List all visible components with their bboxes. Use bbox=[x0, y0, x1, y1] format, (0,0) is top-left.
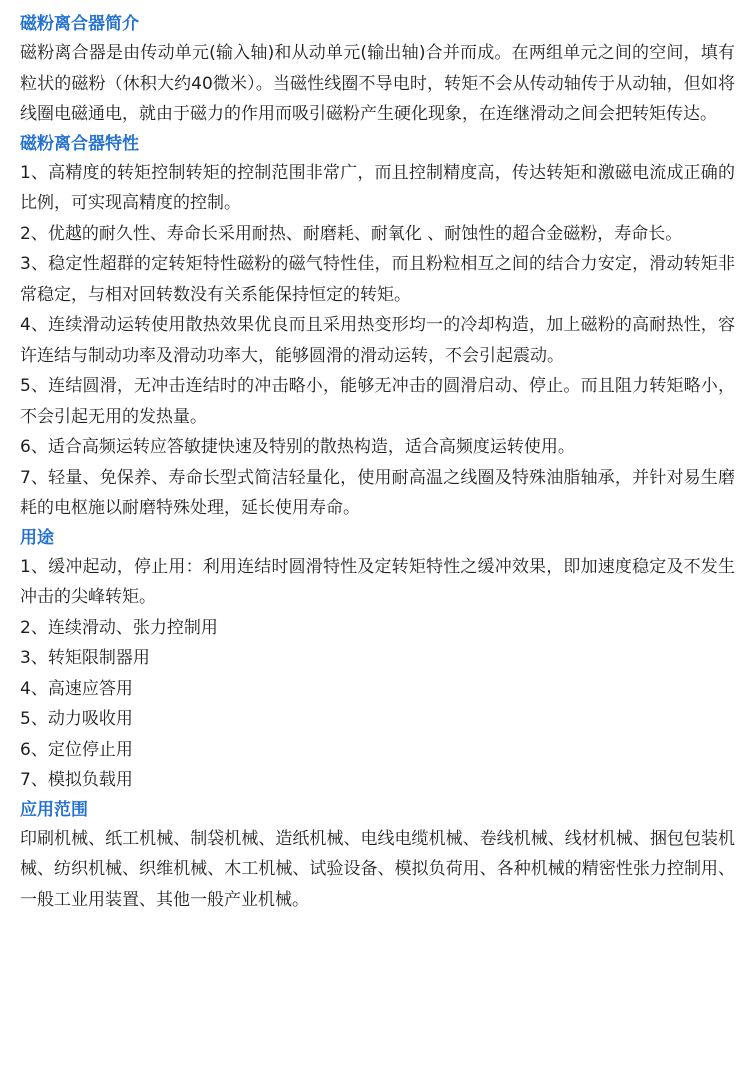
applications-paragraph: 印刷机械、纸工机械、制袋机械、造纸机械、电线电缆机械、卷线机械、线材机械、捆包包装机械、纺织机械、织维机械、木工机械、试验设备、模拟负荷用、各种机械的精密性张力控制用、一般工业用装置、其他一般产业机械。 bbox=[20, 828, 735, 910]
use-item-4: 4、高速应答用 bbox=[20, 678, 133, 699]
feature-item-4: 4、连续滑动运转使用散热效果优良而且采用热变形均一的冷却构造，加上磁粉的高耐热性，容许连结与制动功率及滑动功率大，能够圆滑的滑动运转，不会引起震动。 bbox=[20, 315, 735, 366]
section-title-uses: 用途 bbox=[20, 527, 54, 548]
feature-item-7: 7、轻量、免保养、寿命长型式简洁轻量化，使用耐高温之线圈及特殊油脂轴承，并针对易生磨耗的电枢施以耐磨特殊处理，延长使用寿命。 bbox=[20, 467, 735, 518]
section-uses bbox=[20, 524, 735, 796]
feature-item-3: 3、稳定性超群的定转矩特性磁粉的磁气特性佳，而且粉粒相互之间的结合力安定，滑动转矩非常稳定，与相对回转数没有关系能保持恒定的转矩。 bbox=[20, 254, 735, 305]
use-item-7: 7、模拟负载用 bbox=[20, 770, 133, 790]
section-title-intro: 磁粉离合器简介 bbox=[20, 14, 139, 34]
section-title-applications: 应用范围 bbox=[20, 799, 88, 820]
section-features bbox=[20, 130, 735, 524]
feature-item-5: 5、连结圆滑，无冲击连结时的冲击略小，能够无冲击的圆滑启动、停止。而且阻力转矩略小，不会引起无用的发热量。 bbox=[20, 376, 735, 427]
feature-item-1: 1、高精度的转矩控制转矩的控制范围非常广，而且控制精度高，传达转矩和激磁电流成正确的比例，可实现高精度的控制。 bbox=[20, 162, 735, 213]
section-applications bbox=[20, 796, 735, 916]
use-item-5: 5、动力吸收用 bbox=[20, 709, 133, 729]
use-item-1: 1、缓冲起动，停止用：利用连结时圆滑特性及定转矩特性之缓冲效果，即加速度稳定及不发生冲击的尖峰转矩。 bbox=[20, 556, 735, 607]
feature-item-2: 2、优越的耐久性、寿命长采用耐热、耐磨耗、耐氧化 、耐蚀性的超合金磁粉，寿命长。 bbox=[20, 223, 683, 244]
feature-item-6: 6、适合高频运转应答敏捷快速及特别的散热构造，适合高频度运转使用。 bbox=[20, 437, 575, 457]
intro-paragraph: 磁粉离合器是由传动单元(输入轴)和从动单元(输出轴)合并而成。在两组单元之间的空间，填有粒状的磁粉（休积大约40微米）。当磁性线圈不导电时，转矩不会从传动轴传于从动轴，但如将线圈电磁通电，就由于磁力的作用而吸引磁粉产生硬化现象，在连继滑动之间会把转矩传达。 bbox=[20, 43, 735, 124]
section-title-features: 磁粉离合器特性 bbox=[20, 133, 139, 154]
section-intro bbox=[20, 10, 735, 130]
use-item-2: 2、连续滑动、张力控制用 bbox=[20, 617, 218, 638]
use-item-6: 6、定位停止用 bbox=[20, 739, 133, 760]
use-item-3: 3、转矩限制器用 bbox=[20, 648, 150, 668]
